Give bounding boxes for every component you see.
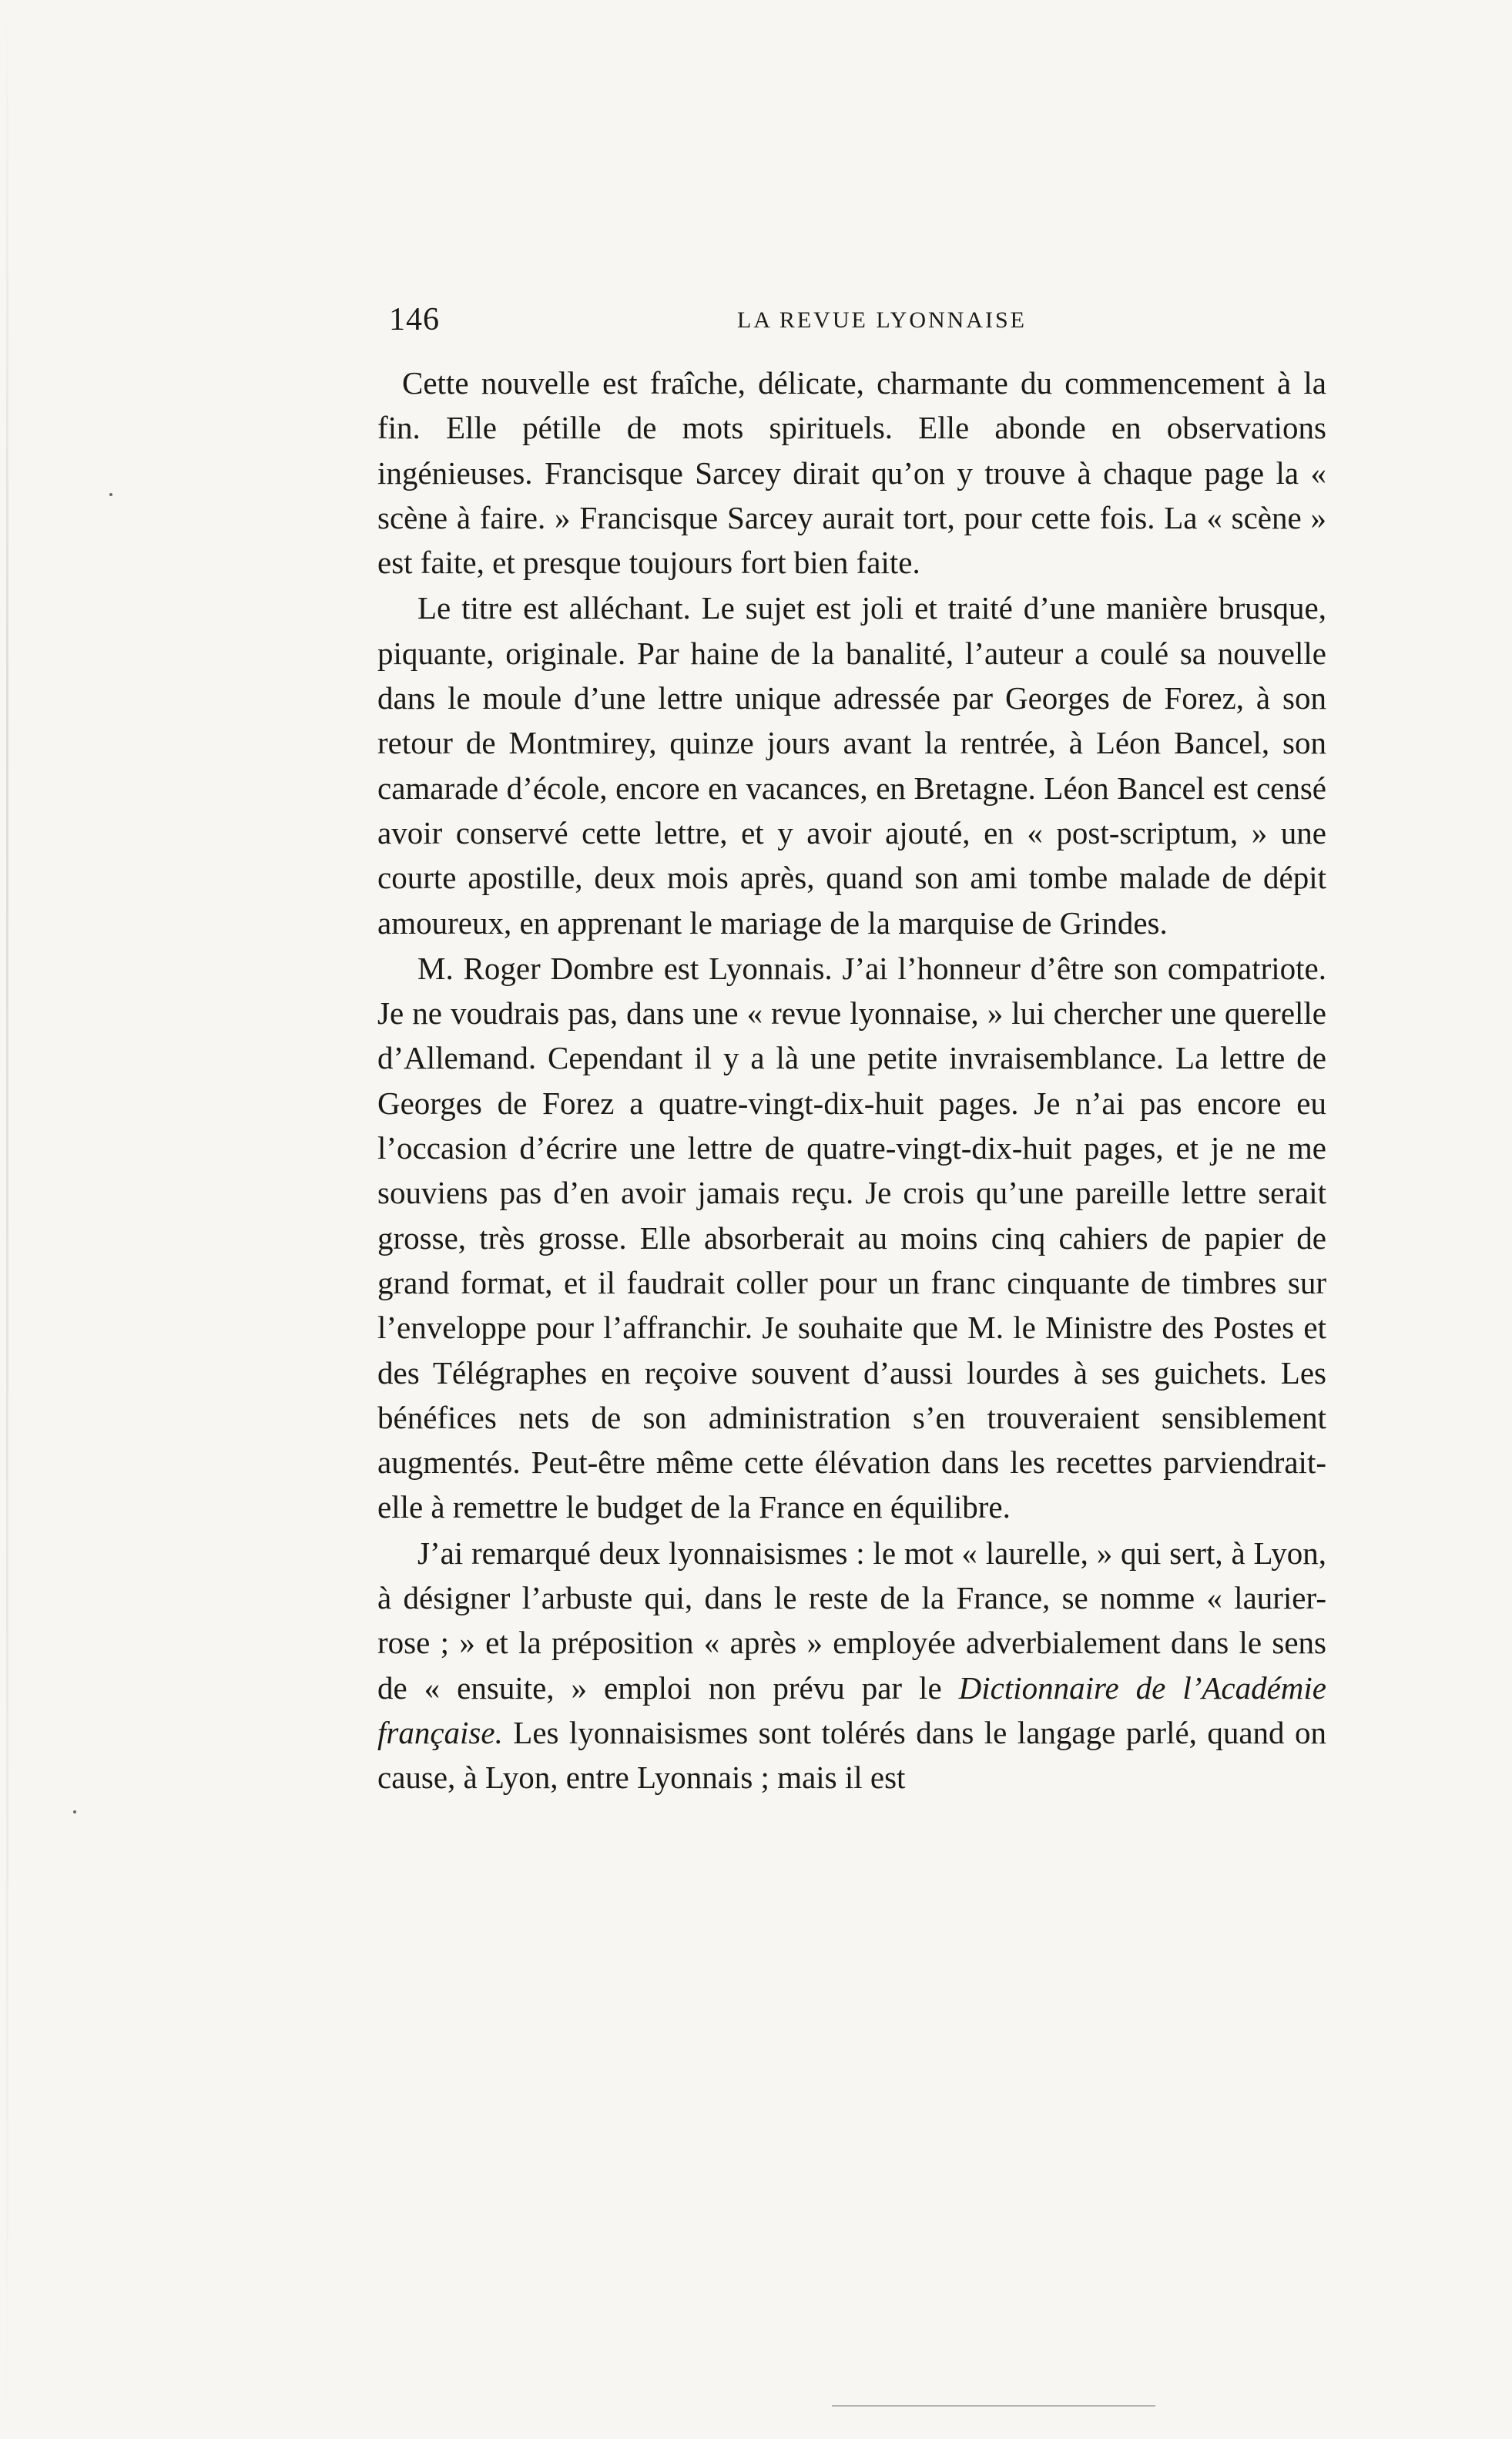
paragraph-1: Cette nouvelle est fraîche, délicate, charmante du commencement à la fin. Elle pétille de mots spirituels. Elle abonde en observations ingénieuses. Francisque Sarcey dirait qu’on y trouve à chaque page la « scène à faire. » Francisque Sarcey aurait tort, pour cette fois. La « scène » est faite, et presque toujours fort bien faite.: [377, 365, 1326, 581]
scan-rule: [832, 2405, 1155, 2407]
page-header: [389, 297, 1329, 343]
scan-speck: [109, 493, 112, 496]
scan-edge: [6, 0, 8, 2439]
body-text: [377, 361, 1326, 1800]
paragraph-4-text-before: J’ai remarqué deux lyonnaisismes : le mot « laurelle, » qui sert, à Lyon, à désigner l’arbuste qui, dans le reste de la France, se nomme « laurier-rose ; » et la préposition « après » employée adverbialement dans le sens de « ensuite, » emploi non prévu par le: [377, 1535, 1326, 1706]
running-head: LA REVUE LYONNAISE: [737, 307, 1027, 333]
page-number: 146: [389, 302, 440, 337]
scan-speck: [73, 1810, 76, 1813]
paragraph-3: M. Roger Dombre est Lyonnais. J’ai l’honneur d’être son compatriote. Je ne voudrais pas, dans une « revue lyonnaise, » lui chercher une querelle d’Allemand. Cependant il y a là une petite invraisemblance. La lettre de Georges de Forez a quatre-vingt-dix-huit pages. Je n’ai pas encore eu l’occasion d’écrire une lettre de quatre-vingt-dix-huit pages, et je ne me souviens pas d’en avoir jamais reçu. Je crois qu’une pareille lettre serait grosse, très grosse. Elle absorberait au moins cinq cahiers de papier de grand format, et il faudrait coller pour un franc cinquante de timbres sur l’enveloppe pour l’affranchir. Je souhaite que M. le Ministre des Postes et des Télégraphes en reçoive souvent d’aussi lourdes à ses guichets. Les bénéfices nets de son administration s’en trouveraient sensiblement augmentés. Peut-être même cette élévation dans les recettes parviendrait-elle à remettre le budget de la France en équilibre.: [377, 950, 1326, 1525]
paragraph-4: [377, 1531, 1326, 1800]
paragraph-4-text-after: Les lyonnaisismes sont tolérés dans le langage parlé, quand on cause, à Lyon, entre Lyonnais ; mais il est: [377, 1714, 1326, 1796]
dictionary-title: Dictionnaire de l’Académie française.: [377, 1669, 1326, 1750]
paragraph-2: Le titre est alléchant. Le sujet est joli et traité d’une manière brusque, piquante, originale. Par haine de la banalité, l’auteur a coulé sa nouvelle dans le moule d’une lettre unique adressée par Georges de Forez, à son retour de Montmirey, quinze jours avant la rentrée, à Léon Bancel, son camarade d’école, encore en vacances, en Bretagne. Léon Bancel est censé avoir conservé cette lettre, et y avoir ajouté, en « post-scriptum, » une courte apostille, deux mois après, quand son ami tombe malade de dépit amoureux, en apprenant le mariage de la marquise de Grindes.: [377, 590, 1326, 941]
